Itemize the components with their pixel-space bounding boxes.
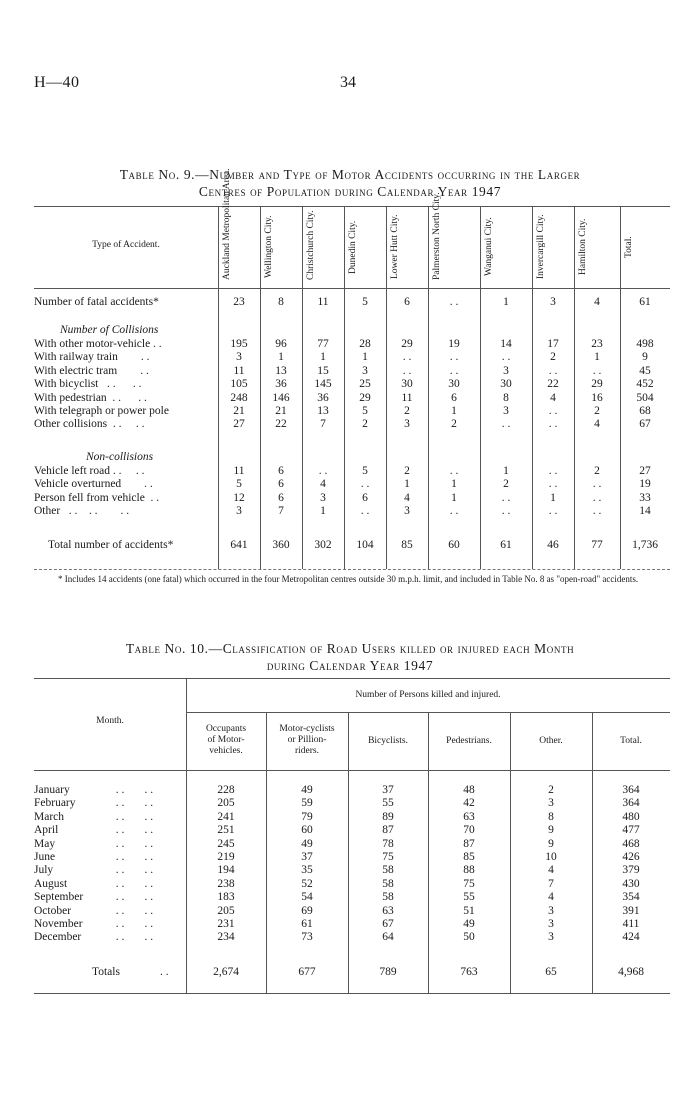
table10-row-value: 63 bbox=[382, 904, 394, 917]
table9-title-line1: Table No. 9.—Number and Type of Motor Accidents occurring in the Larger bbox=[119, 167, 581, 182]
table9-col-header: Dunedin City. bbox=[348, 220, 358, 274]
table9-collision-row-value: 452 bbox=[636, 378, 654, 391]
table9-collision-row-value: 29 bbox=[401, 338, 413, 350]
table9-collision-row-value: . . bbox=[501, 418, 511, 431]
table10-row-leader: . . . . bbox=[110, 931, 154, 944]
table10-row-value: 42 bbox=[463, 797, 475, 810]
table10-row-value: 87 bbox=[382, 824, 394, 837]
table9-collision-row-value: 30 bbox=[500, 378, 512, 391]
table9-fatal-row-value: 5 bbox=[362, 296, 368, 308]
table9-noncollisions-heading: Non-collisions bbox=[86, 451, 154, 463]
table9-collision-row-value: 27 bbox=[233, 418, 245, 431]
table9-noncollision-row-value: . . bbox=[501, 491, 511, 504]
table9-collision-row-value: 2 bbox=[404, 405, 410, 417]
table10-row-value: 3 bbox=[548, 931, 554, 944]
table9-fatal-row-value: 8 bbox=[278, 296, 284, 308]
table10-row-leader: . . . . bbox=[110, 851, 154, 863]
table10-row-value: 477 bbox=[622, 824, 640, 837]
table10-col-header: Other. bbox=[539, 736, 563, 746]
table9-collision-row-value: 146 bbox=[272, 391, 290, 404]
table10-row-value: 88 bbox=[463, 864, 475, 877]
table10-totals-value: 65 bbox=[545, 966, 557, 978]
table9-col-header: Wanganui City. bbox=[484, 217, 494, 277]
table10-group-header: Number of Persons killed and injured. bbox=[355, 690, 501, 700]
table9-collision-row-value: 7 bbox=[320, 418, 326, 431]
table9-collision-row-value: 68 bbox=[639, 405, 651, 417]
table9-collision-row-value: 21 bbox=[233, 405, 245, 417]
table10-col-header: Occupants of Motor- vehicles. bbox=[205, 724, 247, 756]
table10-row-value: 8 bbox=[548, 810, 554, 823]
table10-row-value: 411 bbox=[622, 918, 640, 930]
table9-collision-row-value: 3 bbox=[503, 405, 509, 417]
table10-row-leader: . . . . bbox=[110, 864, 154, 877]
table9-collision-row-value: 3 bbox=[503, 364, 509, 377]
table9-total-row-value: 77 bbox=[591, 539, 603, 551]
table9-noncollision-row-value: 33 bbox=[639, 491, 651, 504]
table9-noncollision-row-value: . . bbox=[548, 478, 558, 491]
table9-total-row-value: 1,736 bbox=[632, 539, 658, 551]
table9-collision-row-value: 77 bbox=[317, 338, 329, 350]
table9-noncollision-row-value: . . bbox=[592, 478, 602, 491]
table9-noncollision-row-value: . . bbox=[592, 491, 602, 504]
table10-row-leader: . . . . bbox=[110, 877, 154, 890]
table10-row-month: January bbox=[34, 784, 70, 796]
table10-row-month: May bbox=[34, 837, 56, 850]
table9-noncollision-row-value: 3 bbox=[404, 505, 410, 518]
table9-collision-row-value: 11 bbox=[233, 364, 245, 377]
table10-head-rule bbox=[34, 770, 670, 771]
table9-collision-row-value: 29 bbox=[359, 391, 371, 404]
table9-noncollision-row-value: 1 bbox=[503, 465, 509, 477]
table10-row-month: March bbox=[34, 810, 65, 823]
table10-row-value: 231 bbox=[217, 918, 235, 930]
table9-col-header: Christchurch City. bbox=[306, 210, 316, 280]
table9-collision-row-value: 105 bbox=[230, 378, 248, 391]
table9-noncollision-row-value: 3 bbox=[236, 505, 242, 518]
table9-fatal-row-value: . . bbox=[449, 296, 459, 308]
table10-row-value: 52 bbox=[301, 877, 313, 890]
table9-col-header: Lower Hutt City. bbox=[390, 214, 400, 280]
table9-collision-row-value: 9 bbox=[642, 351, 648, 364]
table10-row-value: 63 bbox=[463, 810, 475, 823]
table9-collision-row-value: 13 bbox=[275, 364, 287, 377]
table9-noncollision-row-value: 1 bbox=[404, 478, 410, 491]
table9-collision-row-value: 21 bbox=[275, 405, 287, 417]
table10-row-value: 48 bbox=[463, 784, 475, 796]
table9-noncollision-row-value: 1 bbox=[451, 478, 457, 491]
table10-row-value: 87 bbox=[463, 837, 475, 850]
table10-row-value: 58 bbox=[382, 864, 394, 877]
table9-collision-row-value: 14 bbox=[500, 338, 512, 350]
table10-totals-label: Totals bbox=[92, 966, 120, 978]
table10-bottom-rule bbox=[34, 993, 670, 994]
table10-row-leader: . . . . bbox=[110, 837, 154, 850]
table10-row-leader: . . . . bbox=[110, 904, 154, 917]
table10-totals-value: 789 bbox=[379, 966, 397, 978]
table9-collision-row-value: 1 bbox=[594, 351, 600, 364]
table9-collision-row-value: . . bbox=[548, 364, 558, 377]
table10-row-value: 54 bbox=[301, 891, 313, 904]
table9-collision-row-value: 248 bbox=[230, 391, 248, 404]
table9-collision-row-value: . . bbox=[548, 405, 558, 417]
table9-fatal-row-value: 11 bbox=[317, 296, 329, 308]
table9-collision-row-value: 22 bbox=[275, 418, 287, 431]
table9-col-header: Hamilton City. bbox=[578, 218, 588, 276]
table9-collision-row-value: 2 bbox=[594, 405, 600, 417]
table10-totals-value: 763 bbox=[460, 966, 478, 978]
table10-row-value: 426 bbox=[622, 851, 640, 863]
table9-noncollision-row-value: . . bbox=[449, 505, 459, 518]
table9-collision-row-label: With other motor-vehicle . . bbox=[34, 338, 162, 350]
table9-noncollision-row-value: . . bbox=[360, 478, 370, 491]
table10-row-value: 3 bbox=[548, 904, 554, 917]
table10-row-value: 4 bbox=[548, 891, 554, 904]
table9-collision-row-value: 2 bbox=[362, 418, 368, 431]
table9-noncollision-row-value: . . bbox=[548, 505, 558, 518]
table9-collision-row-label: Other collisions . . . . bbox=[34, 418, 145, 431]
table9-noncollision-row-value: 4 bbox=[320, 478, 326, 491]
table10-row-value: 78 bbox=[382, 837, 394, 850]
table9-noncollision-row-value: . . bbox=[548, 465, 558, 477]
table10-row-month: February bbox=[34, 797, 76, 810]
table10-row-value: 79 bbox=[301, 810, 313, 823]
table10-row-month: August bbox=[34, 877, 68, 890]
table10-row-value: 364 bbox=[622, 784, 640, 796]
table9-noncollision-row-value: . . bbox=[449, 465, 459, 477]
table9-collision-row-value: 17 bbox=[547, 338, 559, 350]
table10-row-leader: . . . . bbox=[110, 810, 154, 823]
table10-row-value: 59 bbox=[301, 797, 313, 810]
table10-col-header: Pedestrians. bbox=[446, 736, 492, 746]
table10-row-value: 75 bbox=[463, 877, 475, 890]
table10-row-month: April bbox=[34, 824, 59, 837]
table9-title-line2: Centres of Population during Calendar Year 1947 bbox=[198, 184, 502, 199]
table9-collision-row-value: 1 bbox=[320, 351, 326, 364]
table10-row-value: 3 bbox=[548, 918, 554, 930]
table10-row-value: 194 bbox=[217, 864, 235, 877]
table10-row-value: 61 bbox=[301, 918, 313, 930]
table9-total-row-value: 104 bbox=[356, 539, 374, 551]
table10-row-value: 480 bbox=[622, 810, 640, 823]
table9-noncollision-row-label: Vehicle overturned . . bbox=[34, 478, 153, 491]
table9-collision-row-value: 15 bbox=[317, 364, 329, 377]
table9-fatal-row-label: Number of fatal accidents* bbox=[34, 296, 159, 308]
table9-collision-row-value: 11 bbox=[401, 391, 413, 404]
table9-total-row-value: 302 bbox=[314, 539, 332, 551]
table10-row-month: October bbox=[34, 904, 72, 917]
table9-collision-row-value: 4 bbox=[594, 418, 600, 431]
table9-noncollision-row-value: . . bbox=[501, 505, 511, 518]
table9-footnote: * Includes 14 accidents (one fatal) which occurred in the four Metropolitan centres outside 30 m.p.h. limit, and included in Table No. 8 as "open-road" accidents. bbox=[58, 574, 639, 584]
table10-row-value: 89 bbox=[382, 810, 394, 823]
table9-noncollision-row-value: 12 bbox=[233, 491, 245, 504]
table9-collision-row-value: 2 bbox=[550, 351, 556, 364]
table9-noncollision-row-value: 6 bbox=[362, 491, 368, 504]
table10-row-value: 73 bbox=[301, 931, 313, 944]
table9-noncollision-row-value: . . bbox=[318, 465, 328, 477]
table10-row-leader: . . . . bbox=[110, 797, 154, 810]
table9-collision-row-value: 29 bbox=[591, 378, 603, 391]
table9-noncollision-row-value: 2 bbox=[404, 465, 410, 477]
table9-noncollision-row-value: . . bbox=[592, 505, 602, 518]
table9-collision-row-label: With telegraph or power pole bbox=[34, 405, 169, 417]
table10-row-month: June bbox=[34, 851, 56, 863]
table9-collision-row-value: . . bbox=[402, 364, 412, 377]
table9-noncollision-row-value: 11 bbox=[233, 465, 245, 477]
table9-total-row-value: 360 bbox=[272, 539, 290, 551]
table10-row-value: 69 bbox=[301, 904, 313, 917]
table9-total-row-value: 60 bbox=[448, 539, 460, 551]
table10-row-leader: . . . . bbox=[110, 918, 154, 930]
table9-noncollision-row-value: 4 bbox=[404, 491, 410, 504]
table9-collision-row-value: 3 bbox=[404, 418, 410, 431]
table10-row-value: 67 bbox=[382, 918, 394, 930]
table9-fatal-row-value: 61 bbox=[639, 296, 651, 308]
table10-row-value: 219 bbox=[217, 851, 235, 863]
table10-row-value: 424 bbox=[622, 931, 640, 944]
table10-row-value: 37 bbox=[301, 851, 313, 863]
table9-noncollision-row-value: 19 bbox=[639, 478, 651, 491]
table10-col-header: Total. bbox=[620, 736, 642, 746]
table9-collision-row-value: 23 bbox=[591, 338, 603, 350]
table10-row-value: 468 bbox=[622, 837, 640, 850]
table9-noncollision-row-label: Person fell from vehicle . . bbox=[34, 491, 160, 504]
table9-collision-row-value: . . bbox=[449, 351, 459, 364]
table9-collision-row-value: 67 bbox=[639, 418, 651, 431]
table9-collision-row-value: . . bbox=[592, 364, 602, 377]
table9-noncollision-row-value: 5 bbox=[236, 478, 242, 491]
table9-total-row-value: 61 bbox=[500, 539, 512, 551]
table10-row-value: 37 bbox=[382, 784, 394, 796]
table9-fatal-row-value: 6 bbox=[404, 296, 410, 308]
table9-total-row-value: 85 bbox=[401, 539, 413, 551]
table10-row-value: 64 bbox=[382, 931, 394, 944]
table9-collision-row-value: . . bbox=[548, 418, 558, 431]
table10-row-value: 10 bbox=[545, 851, 557, 863]
table9-total-row-value: 641 bbox=[230, 539, 248, 551]
table9-collision-row-value: 16 bbox=[591, 391, 603, 404]
table9-type-header: Type of Accident. bbox=[92, 240, 160, 250]
table9-noncollision-row-value: 1 bbox=[550, 491, 556, 504]
table10-row-value: 60 bbox=[301, 824, 313, 837]
table9-noncollision-row-value: 1 bbox=[451, 491, 457, 504]
table9-bottom-rule bbox=[34, 569, 670, 570]
table9-col-header: Palmerston North City. bbox=[432, 192, 442, 280]
table9-collision-row-value: 8 bbox=[503, 391, 509, 404]
table9-collision-row-value: 45 bbox=[639, 364, 651, 377]
table9-col-header: Invercargill City. bbox=[536, 214, 546, 280]
table10-row-value: 245 bbox=[217, 837, 235, 850]
table9-collision-row-value: 36 bbox=[317, 391, 329, 404]
table9-fatal-row-value: 3 bbox=[550, 296, 556, 308]
table9-total-row-value: 46 bbox=[547, 539, 559, 551]
table10-row-value: 50 bbox=[463, 931, 475, 944]
table9-collision-row-value: 28 bbox=[359, 338, 371, 350]
table10-totals-value: 4,968 bbox=[618, 966, 644, 978]
table9-noncollision-row-value: 1 bbox=[320, 505, 326, 518]
table10-row-value: 391 bbox=[622, 904, 640, 917]
table9-collisions-heading: Number of Collisions bbox=[60, 324, 159, 336]
table9-collision-row-value: 36 bbox=[275, 378, 287, 391]
table9-noncollision-row-value: 6 bbox=[278, 465, 284, 477]
table9-collision-row-value: 504 bbox=[636, 391, 654, 404]
table9-col-header: Wellington City. bbox=[264, 215, 274, 279]
table9-noncollision-row-value: 5 bbox=[362, 465, 368, 477]
table10-title-line1: Table No. 10.—Classification of Road Users killed or injured each Month bbox=[125, 641, 575, 656]
table9-noncollision-row-value: 3 bbox=[320, 491, 326, 504]
table10-month-header: Month. bbox=[96, 716, 124, 726]
table10-row-value: 55 bbox=[382, 797, 394, 810]
table9-collision-row-label: With pedestrian . . . . bbox=[34, 391, 147, 404]
table9-fatal-row-value: 1 bbox=[503, 296, 509, 308]
table10-row-value: 75 bbox=[382, 851, 394, 863]
table10-row-leader: . . . . bbox=[110, 784, 154, 796]
table10-row-value: 241 bbox=[217, 810, 235, 823]
table9-collision-row-value: 3 bbox=[236, 351, 242, 364]
table9-collision-row-value: 25 bbox=[359, 378, 371, 391]
table9-collision-row-label: With bicyclist . . . . bbox=[34, 378, 142, 391]
table9-noncollision-row-value: 2 bbox=[503, 478, 509, 491]
table9-noncollision-row-value: . . bbox=[360, 505, 370, 518]
table10-row-value: 9 bbox=[548, 837, 554, 850]
table9-collision-row-label: With electric tram . . bbox=[34, 364, 149, 377]
table10-row-leader: . . . . bbox=[110, 891, 154, 904]
table10-row-value: 85 bbox=[463, 851, 475, 863]
table10-row-value: 58 bbox=[382, 877, 394, 890]
table9-collision-row-value: 1 bbox=[278, 351, 284, 364]
table10-row-value: 4 bbox=[548, 864, 554, 877]
table10-row-value: 35 bbox=[301, 864, 313, 877]
table10-row-month: July bbox=[34, 864, 54, 877]
table10-row-value: 354 bbox=[622, 891, 640, 904]
table9-noncollision-row-label: Vehicle left road . . . . bbox=[34, 465, 145, 477]
table10-row-value: 238 bbox=[217, 877, 235, 890]
table9-noncollision-row-label: Other . . . . . . bbox=[34, 505, 130, 518]
table10-row-value: 55 bbox=[463, 891, 475, 904]
table9-collision-row-value: 5 bbox=[362, 405, 368, 417]
table9-collision-row-value: 195 bbox=[230, 338, 248, 350]
table9-collision-row-value: . . bbox=[402, 351, 412, 364]
table10-row-value: 7 bbox=[548, 877, 554, 890]
table10-row-value: 364 bbox=[622, 797, 640, 810]
table9-collision-row-value: 30 bbox=[401, 378, 413, 391]
table9-collision-row-value: 498 bbox=[636, 338, 654, 350]
table10-totals-leader: . . bbox=[160, 966, 169, 978]
table10-row-value: 49 bbox=[463, 918, 475, 930]
table10-row-value: 205 bbox=[217, 904, 235, 917]
table9-fatal-row-value: 4 bbox=[594, 296, 600, 308]
table9-collision-row-value: 6 bbox=[451, 391, 457, 404]
table10-row-value: 2 bbox=[548, 784, 554, 796]
table9-collision-row-value: 30 bbox=[448, 378, 460, 391]
table10-row-value: 205 bbox=[217, 797, 235, 810]
table9-noncollision-row-value: 6 bbox=[278, 491, 284, 504]
table10-row-value: 234 bbox=[217, 931, 235, 944]
table9-collision-row-value: 1 bbox=[451, 405, 457, 417]
table9-total-row-label: Total number of accidents* bbox=[48, 539, 174, 551]
table10-row-value: 183 bbox=[217, 891, 235, 904]
table10-row-month: September bbox=[34, 891, 84, 904]
table9-collision-row-value: 22 bbox=[547, 378, 559, 391]
table9-col-header: Total. bbox=[624, 236, 634, 258]
table10-row-value: 228 bbox=[217, 784, 235, 796]
table10-totals-value: 2,674 bbox=[213, 966, 239, 978]
table9-collision-row-value: 2 bbox=[451, 418, 457, 431]
table9-collision-row-value: . . bbox=[449, 364, 459, 377]
table10-row-value: 49 bbox=[301, 837, 313, 850]
table10-title-line2: during Calendar Year 1947 bbox=[266, 658, 434, 673]
table9-col-header: Auckland Metropolitan Area. bbox=[222, 168, 232, 280]
table10-row-value: 379 bbox=[622, 864, 640, 877]
table10-row-month: November bbox=[34, 918, 83, 930]
table9-fatal-row-value: 23 bbox=[233, 296, 245, 308]
table10-row-value: 51 bbox=[463, 904, 475, 917]
table9-collision-row-value: 145 bbox=[314, 378, 332, 391]
table9-noncollision-row-value: 27 bbox=[639, 465, 651, 477]
table9-noncollision-row-value: 2 bbox=[594, 465, 600, 477]
table10-row-value: 58 bbox=[382, 891, 394, 904]
table10-row-value: 251 bbox=[217, 824, 235, 837]
table9-noncollision-row-value: 6 bbox=[278, 478, 284, 491]
table9-noncollision-row-value: 14 bbox=[639, 505, 651, 518]
table10-row-value: 9 bbox=[548, 824, 554, 837]
page-number: 34 bbox=[340, 74, 356, 91]
table10-row-value: 3 bbox=[548, 797, 554, 810]
table9-noncollision-row-value: 7 bbox=[278, 505, 284, 518]
table10-row-month: December bbox=[34, 931, 82, 944]
table9-collision-row-value: 13 bbox=[317, 405, 329, 417]
table10-row-value: 70 bbox=[463, 824, 475, 837]
table10-row-value: 49 bbox=[301, 784, 313, 796]
table10-row-value: 430 bbox=[622, 877, 640, 890]
table9-collision-row-value: 4 bbox=[550, 391, 556, 404]
table10-row-leader: . . . . bbox=[110, 824, 154, 837]
table10-top-rule bbox=[34, 678, 670, 679]
table9-collision-row-value: 19 bbox=[448, 338, 460, 350]
table10-col-header: Bicyclists. bbox=[368, 736, 408, 746]
table9-collision-row-label: With railway train . . bbox=[34, 351, 150, 364]
table9-collision-row-value: 96 bbox=[275, 338, 287, 350]
table10-col-header: Motor-cyclists or Pillion- riders. bbox=[279, 724, 335, 756]
table9-collision-row-value: 1 bbox=[362, 351, 368, 364]
table9-collision-row-value: 3 bbox=[362, 364, 368, 377]
page-header-section: H—40 bbox=[34, 74, 80, 91]
table9-collision-row-value: . . bbox=[501, 351, 511, 364]
table10-totals-value: 677 bbox=[298, 966, 316, 978]
